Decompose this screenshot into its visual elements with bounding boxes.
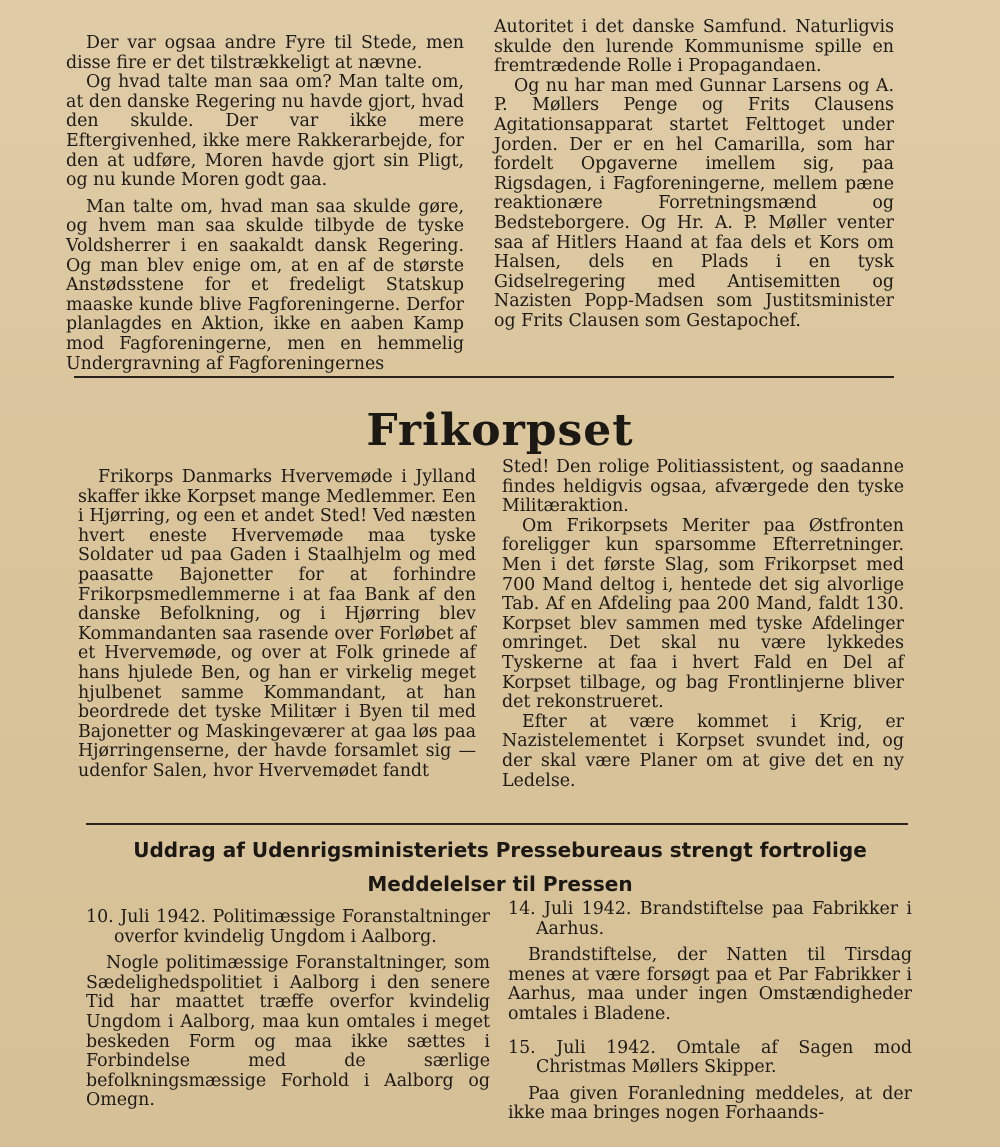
entry-body: Paa given Foranledning meddeles, at der ikke maa bringes nogen Forhaands- xyxy=(508,1083,912,1124)
entry-heading: 15. Juli 1942. Omtale af Sagen mod Christmas Møllers Skipper. xyxy=(508,1037,912,1078)
frikorpset-left-column xyxy=(78,468,476,782)
entry-heading: 10. Juli 1942. Politimæssige Foranstaltninger overfor kvindelig Ungdom i Aalborg. xyxy=(86,907,490,947)
section-title-frikorpset: Frikorpset xyxy=(366,405,634,456)
entry-heading: 14. Juli 1942. Brandstiftelse paa Fabrikker i Aarhus. xyxy=(508,899,912,939)
paragraph: Og nu har man med Gunnar Larsens og A. P. Møllers Penge og Frits Clausens Agitationsapparat startet Felttoget under Jorden. Der er en hel Camarilla, som har fordelt Opgaverne imellem sig, paa Rigsdagen, i Fagforeningerne, mellem pæne reaktionære Forretningsmænd og Bedsteborgere. Og Hr. A. P. Møller venter saa af Hitlers Haand at faa dels et Kors om Halsen, dels en Plads i en tysk Gidselregering med Antisemitten og Nazisten Popp-Madsen som Justitsminister og Frits Clausen som Gestapochef. xyxy=(494,75,894,331)
paragraph: Om Frikorpsets Meriter paa Østfronten foreligger kun sparsomme Efterretninger. Men i det første Slag, som Frikorpset med 700 Mand deltog i, hentede det sig alvorlige Tab. Af en Afdeling paa 200 Mand, faldt 130. Korpset blev sammen med tyske Afdelinger omringet. Det skal nu være lykkedes Tyskerne at faa i hvert Fald en Del af Korpset tilbage, og bag Frontlinjerne bliver det rekonstrueret. xyxy=(502,515,904,713)
top-left-column xyxy=(66,34,464,374)
paragraph: Og hvad talte man saa om? Man talte om, at den danske Regering nu havde gjort, hvad den skulde. Der var ikke mere Eftergivenhed, ikke mere Rakkerarbejde, for den at udføre, Moren havde gjort sin Pligt, og nu kunde Moren godt gaa. xyxy=(66,72,464,191)
frikorpset-right-column xyxy=(502,458,904,791)
top-right-column xyxy=(494,18,894,332)
paragraph: Der var ogsaa andre Fyre til Stede, men disse fire er det tilstrækkeligt at nævne. xyxy=(66,33,464,73)
title-line: Uddrag af Udenrigsministeriets Pressebureaus strengt fortrolige xyxy=(133,838,867,862)
paragraph: Frikorps Danmarks Hvervemøde i Jylland skaffer ikke Korpset mange Medlemmer. Een i Hjørring, og een et andet Sted! Ved næsten hvert eneste Hvervemøde maa tyske Soldater ud paa Gaden i Staalhjelm og med paasatte Bajonetter for at forhindre Frikorpsmedlemmerne i at faa Bank af den danske Befolkning, og i Hjørring blev Kommandanten saa rasende over Forløbet af et Hvervemøde, og over at Folk grinede af hans hjulede Ben, og han er virkelig meget hjulbenet samme Kommandant, at han beordrede det tyske Militær i Byen til med Bajonetter og Maskingeværer at gaa løs paa Hjørringenserne, der havde forsamlet sig — udenfor Salen, hvor Hvervemødet fandt xyxy=(78,467,476,781)
paragraph: Autoritet i det danske Samfund. Naturligvis skulde den lurende Kommunisme spille en fremtrædende Rolle i Propagandaen. xyxy=(494,17,894,77)
section-title-uddrag xyxy=(60,833,940,901)
paragraph: Sted! Den rolige Politiassistent, og saadanne findes heldigvis ogsaa, afværgede den tyske Militæraktion. xyxy=(502,457,904,517)
uddrag-left-column xyxy=(86,908,490,1111)
section-divider xyxy=(86,823,908,825)
uddrag-right-column xyxy=(508,900,912,1124)
paragraph: Efter at være kommet i Krig, er Nazistelementet i Korpset svundet ind, og der skal være Planer om at give det en ny Ledelse. xyxy=(502,711,904,791)
entry-body: Brandstiftelse, der Natten til Tirsdag menes at være forsøgt paa et Par Fabrikker i Aarhus, maa under ingen Omstændigheder omtales i Bladene. xyxy=(508,945,912,1024)
entry-body: Nogle politimæssige Foranstaltninger, som Sædelighedspolitiet i Aalborg i den senere Tid har maattet træffe overfor kvindelig Ungdom i Aalborg, maa kun omtales i meget beskeden Form og maa ikke sættes i Forbindelse med de særlige befolkningsmæssige Forhold i Aalborg og Omegn. xyxy=(86,953,490,1111)
section-divider xyxy=(74,376,894,378)
title-line: Meddelelser til Pressen xyxy=(367,872,633,896)
paragraph: Man talte om, hvad man saa skulde gøre, og hvem man saa skulde tilbyde de tyske Voldsherrer i en saakaldt dansk Regering. Og man blev enige om, at en af de største Anstødsstene for et fredeligt Statskup maaske kunde blive Fagforeningerne. Derfor planlagdes en Aktion, ikke en aaben Kamp mod Fagforeningerne, men en hemmelig Undergravning af Fagforeningernes xyxy=(66,196,464,374)
